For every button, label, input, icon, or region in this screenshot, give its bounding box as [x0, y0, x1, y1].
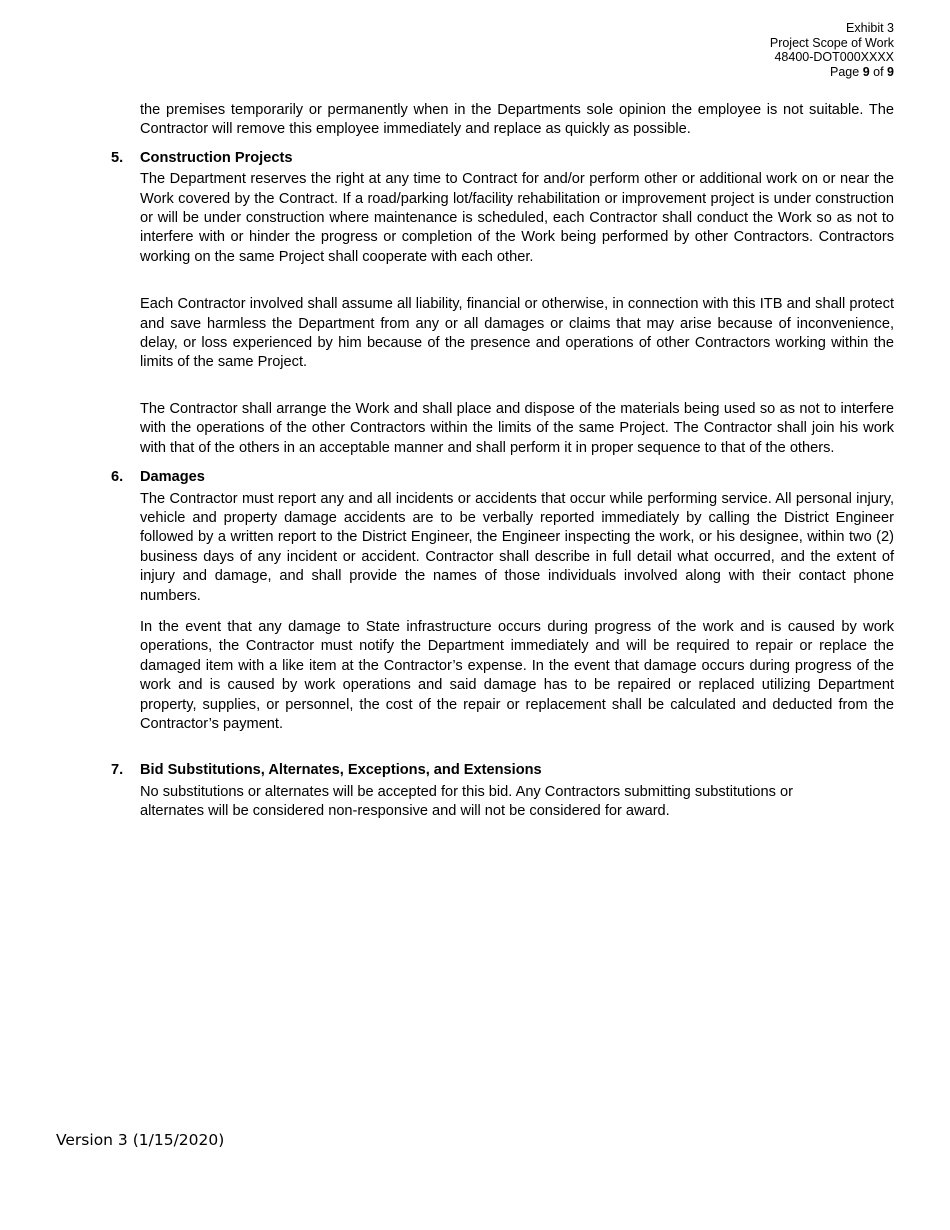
section-paragraph: No substitutions or alternates will be accepted for this bid. Any Contractors submitting substitutions or alternates will be considered non-responsive and will not be considered for award.	[140, 783, 793, 820]
version-footer: Version 3 (1/15/2020)	[56, 1131, 225, 1149]
section-paragraph: The Department reserves the right at any time to Contract for and/or perform other or additional work on or near the Work covered by the Contract. If a road/parking lot/facility rehabilitation or improvement project is under construction or will be under construction where maintenance is scheduled, each Contractor shall conduct the Work so as not to interfere with or hinder the progress or completion of the Work being performed by other Contractors. Contractors working on the same Project shall cooperate with each other.	[140, 171, 894, 265]
page-total: 9	[887, 64, 894, 79]
page-current: 9	[862, 64, 870, 79]
section-paragraph: The Contractor shall arrange the Work and shall place and dispose of the materials being used so as not to interfere with the operations of the other Contractors within the limits of the same Project. The Contractor shall join his work with that of the others in an acceptable manner and shall perform it in proper sequence to that of the others.	[140, 400, 894, 456]
page-header	[770, 21, 894, 79]
section-paragraph: The Contractor must report any and all incidents or accidents that occur while performing service. All personal injury, vehicle and property damage accidents are to be verbally reported immediately by calling the District Engineer followed by a written report to the District Engineer, the Engineer inspecting the work, or his designee, within two (2) business days of any incident or accident. Contractor shall describe in full detail what occurred, and the extent of injury and damage, and shall provide the names of those individuals involved along with their contact phone numbers.	[140, 490, 894, 604]
section-paragraph: Each Contractor involved shall assume all liability, financial or otherwise, in connection with this ITB and shall protect and save harmless the Department from any or all damages or claims that may arise because of inconvenience, delay, or loss experienced by him because of the presence and operations of other Contractors working within the limits of the same Project.	[140, 296, 894, 371]
section-number: 5.	[111, 149, 124, 166]
section-title: Damages	[140, 469, 205, 486]
section-number: 6.	[111, 469, 124, 486]
page-indicator	[770, 65, 894, 80]
intro-paragraph: the premises temporarily or permanently when in the Departments sole opinion the employee is not suitable. The Contractor will remove this employee immediately and replace as quickly as possible.	[140, 102, 894, 138]
section-title: Bid Substitutions, Alternates, Exceptions, and Extensions	[140, 762, 542, 779]
section-number: 7.	[111, 762, 124, 779]
section-title: Construction Projects	[140, 149, 293, 166]
section-bid-substitutions	[111, 761, 894, 821]
section-damages	[111, 468, 894, 734]
exhibit-label: Exhibit 3	[846, 21, 894, 35]
section-paragraph: In the event that any damage to State infrastructure occurs during progress of the work and is caused by work operations, the Contractor must notify the Department immediately and will be required to repair or replace the damaged item with a like item at the Contractor’s expense. In the event that damage occurs during progress of the work and is caused by work operations and said damage has to be repaired or replaced utilizing Department property, supplies, or personnel, the cost of the repair or replacement shall be calculated and deducted from the Contractor’s payment.	[140, 618, 894, 732]
document-title: Project Scope of Work	[769, 35, 894, 50]
document-body	[111, 101, 894, 822]
page-word: Page	[830, 64, 860, 79]
section-construction-projects	[111, 149, 894, 458]
document-number: 48400-DOT000XXXX	[774, 50, 894, 64]
page-of: of	[873, 64, 884, 79]
